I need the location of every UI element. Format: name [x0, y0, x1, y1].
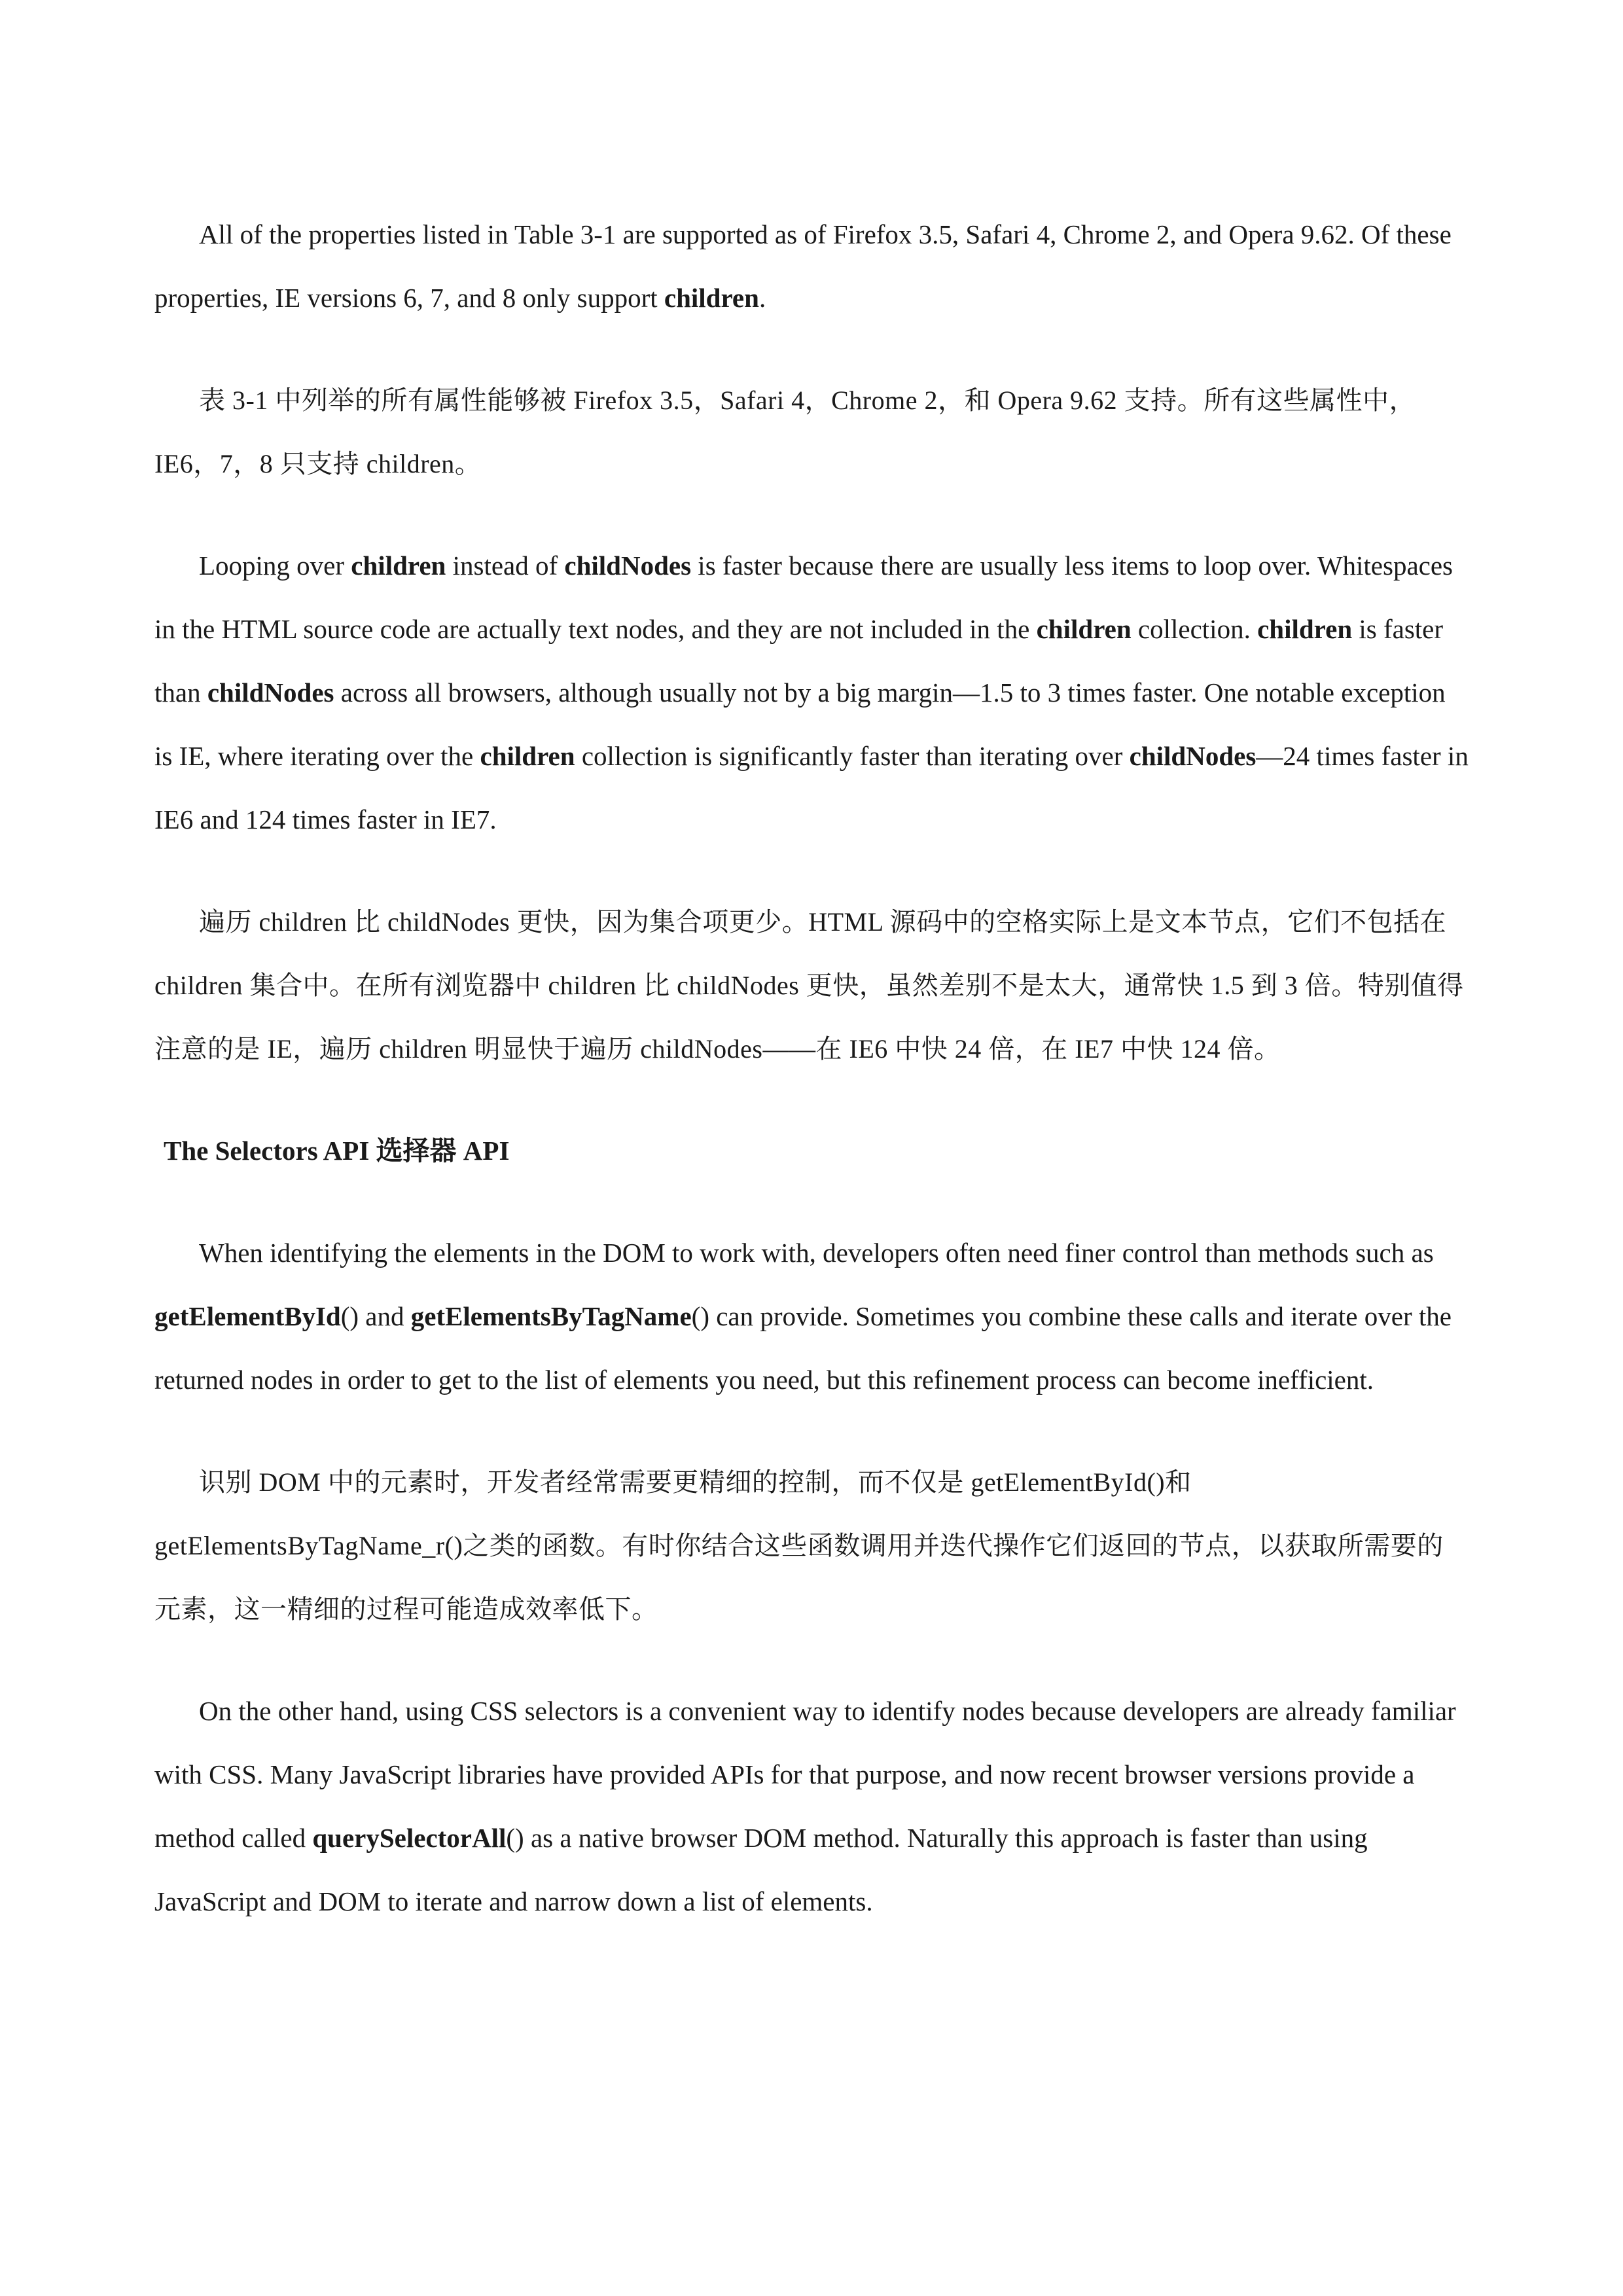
text-run: collection.	[1131, 614, 1258, 644]
code-term: getElementsByTagName	[410, 1301, 692, 1331]
code-term: children	[351, 550, 446, 581]
section-heading: The Selectors API 选择器 API	[164, 1136, 510, 1166]
code-term: childNodes	[207, 677, 334, 708]
text-run: —24 times faster in IE6 and 124 times faster in IE7.	[154, 741, 1469, 834]
code-term: getElementById	[154, 1301, 341, 1331]
text-run: .	[758, 283, 766, 313]
paragraph-browser-support	[154, 203, 1470, 330]
text-run: is faster because there are usually less items to loop over. Whitespaces in the HTML source code are actually text nodes, and they are not included in the	[154, 550, 1454, 644]
text-run: Looping over	[199, 550, 351, 581]
code-term: childNodes	[1129, 741, 1257, 771]
code-term: children	[1036, 614, 1132, 644]
text-run: is faster than	[154, 614, 1444, 708]
code-term: querySelectorAll	[312, 1823, 507, 1853]
paragraph-selectors-intro	[154, 1221, 1470, 1412]
text-run: All of the properties listed in Table 3-1 are supported as of Firefox 3.5, Safari 4, Chrome 2, and Opera 9.62. Of these properties, IE versions 6, 7, and 8 only support	[154, 219, 1452, 313]
code-term: children	[1257, 614, 1353, 644]
code-term: children	[480, 741, 575, 771]
code-term: childNodes	[564, 550, 692, 581]
paragraph-browser-support-zh: 表 3-1 中列举的所有属性能够被 Firefox 3.5，Safari 4，Chrome 2，和 Opera 9.62 支持。所有这些属性中，IE6，7，8 只支持 children。	[154, 386, 1416, 478]
text-run: () as a native browser DOM method. Naturally this approach is faster than using JavaScript and DOM to iterate and narrow down a list of elements.	[154, 1823, 1368, 1916]
document-page	[154, 203, 1470, 1933]
text-run: instead of	[446, 550, 565, 581]
paragraph-selectors-intro-zh: 识别 DOM 中的元素时，开发者经常需要更精细的控制，而不仅是 getElementById()和 getElementsByTagName_r()之类的函数。有时你结合这些函数调用并迭代操作它们返回的节点，以获取所需要的元素，这一精细的过程可能造成效率低下。	[154, 1467, 1444, 1624]
paragraph-css-selectors	[154, 1679, 1470, 1933]
text-run: across all browsers, although usually not by a big margin—1.5 to 3 times faster. One notable exception is IE, where iterating over the	[154, 677, 1446, 771]
paragraph-children-vs-childnodes	[154, 534, 1470, 852]
text-run: When identifying the elements in the DOM to work with, developers often need finer control than methods such as	[199, 1238, 1434, 1268]
paragraph-children-vs-childnodes-zh: 遍历 children 比 childNodes 更快，因为集合项更少。HTML 源码中的空格实际上是文本节点，它们不包括在 children 集合中。在所有浏览器中 children 比 childNodes 更快，虽然差别不是太大，通常快 1.5 到 3 倍。特别值得注意的是 IE，遍历 children 明显快于遍历 childNodes——在 IE6 中快 24 倍，在 IE7 中快 124 倍。	[154, 907, 1464, 1064]
code-term: children	[664, 283, 759, 313]
text-run: () and	[340, 1301, 411, 1331]
text-run: On the other hand, using CSS selectors is a convenient way to identify nodes because developers are already familiar with CSS. Many JavaScript libraries have provided APIs for that purpose, and now recent browser versions provide a method called	[154, 1696, 1456, 1853]
text-run: collection is significantly faster than iterating over	[575, 741, 1130, 771]
text-run: () can provide. Sometimes you combine these calls and iterate over the returned nodes in order to get to the list of elements you need, but this refinement process can become inefficient.	[154, 1301, 1452, 1395]
